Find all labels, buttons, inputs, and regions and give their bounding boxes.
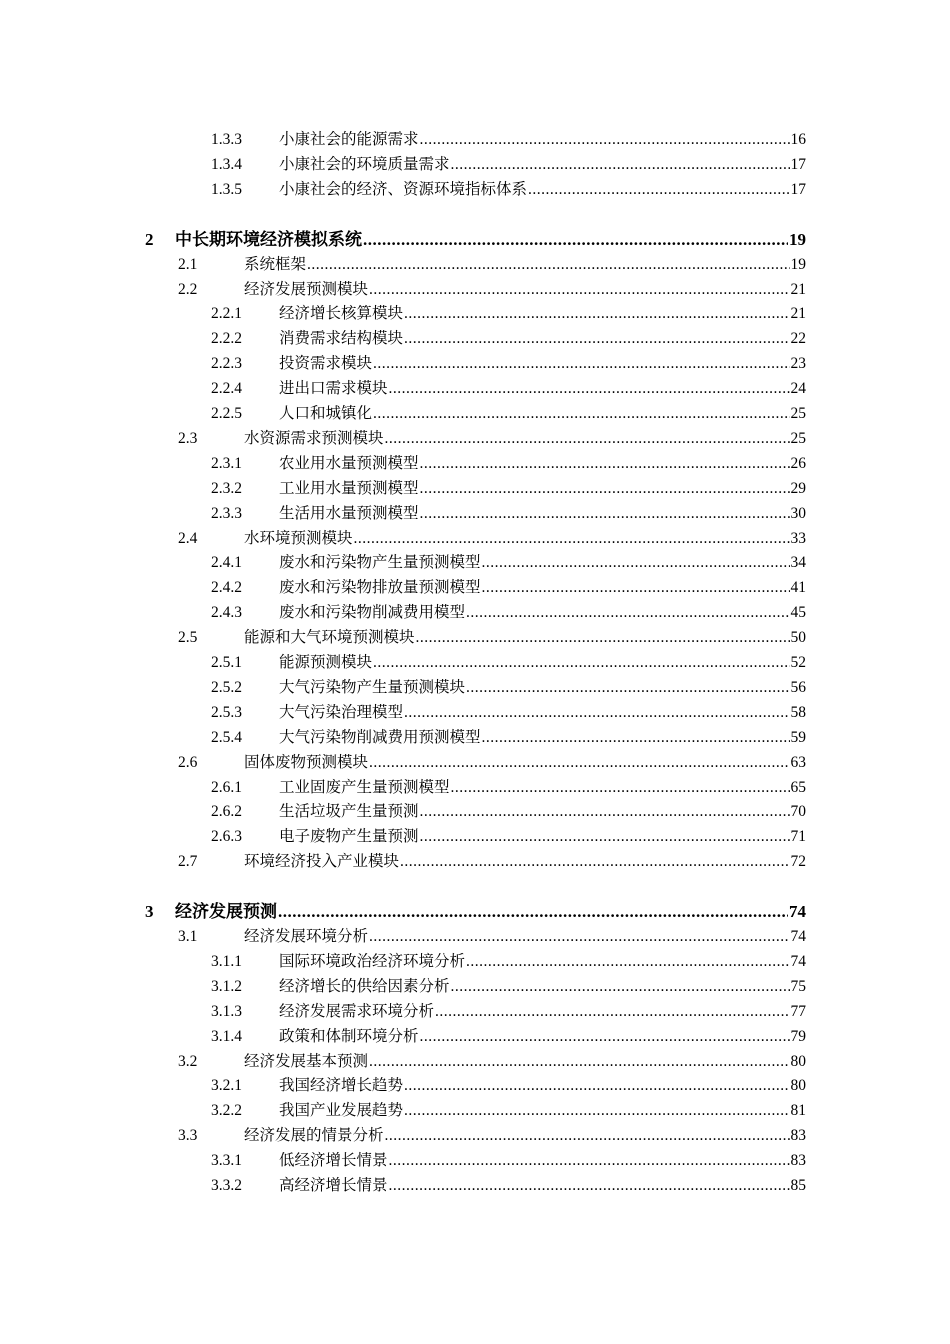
toc-dot-leader	[404, 703, 789, 723]
toc-dot-leader	[369, 1052, 789, 1072]
toc-entry-title: 生活用水量预测模型	[279, 504, 419, 522]
toc-entry-title: 经济增长核算模块	[279, 305, 404, 323]
toc-dot-leader	[389, 379, 790, 399]
toc-entry-number: 2.2.5	[211, 405, 242, 422]
toc-entry[interactable]	[178, 749, 806, 773]
toc-entry-number: 3.1	[178, 928, 198, 945]
toc-entry-number: 2.4.2	[211, 579, 242, 597]
toc-entry-title: 进出口需求模块	[279, 380, 388, 398]
toc-entry[interactable]	[178, 1048, 806, 1072]
toc-dot-leader	[420, 130, 790, 150]
toc-entry-title: 工业固废产生量预测模型	[279, 778, 450, 796]
toc-entry[interactable]	[178, 425, 806, 449]
toc-entry-page-number: 19	[790, 255, 806, 273]
toc-entry-number: 2.4.1	[211, 554, 242, 572]
toc-entry-title: 工业用水量预测模型	[279, 479, 419, 497]
toc-entry-number: 2.2.4	[211, 380, 242, 398]
toc-entry-number: 3	[145, 902, 154, 922]
toc-entry-title: 能源预测模块	[279, 654, 373, 671]
toc-entry-title: 电子废物产生量预测	[279, 828, 419, 846]
toc-entry-title: 大气污染治理模型	[279, 703, 404, 721]
toc-entry[interactable]	[211, 798, 806, 822]
toc-dot-leader	[451, 977, 790, 997]
toc-entry-page-number: 50	[790, 629, 806, 647]
toc-entry-page-number: 16	[790, 131, 806, 148]
toc-dot-leader	[528, 180, 789, 200]
toc-dot-leader	[451, 155, 790, 175]
toc-dot-leader	[369, 280, 789, 300]
toc-entry-number: 1.3.3	[211, 131, 242, 148]
toc-entry-number: 2.1	[178, 255, 198, 273]
toc-dot-leader	[451, 778, 790, 798]
toc-entry-number: 3.3	[178, 1127, 198, 1145]
toc-entry-number: 2.3.3	[211, 504, 242, 522]
toc-entry-title: 系统框架	[244, 255, 307, 273]
toc-entry-page-number: 56	[790, 678, 806, 696]
toc-entry[interactable]	[211, 400, 806, 424]
toc-entry-title: 小康社会的经济、资源环境指标体系	[279, 180, 528, 198]
toc-entry-number: 2	[145, 229, 154, 249]
toc-entry-page-number: 30	[790, 504, 806, 522]
toc-entry[interactable]	[211, 1072, 806, 1096]
toc-entry-page-number: 17	[790, 155, 806, 173]
toc-dot-leader	[466, 952, 789, 972]
toc-dot-leader	[420, 504, 790, 524]
toc-entry-number: 2.6.1	[211, 778, 242, 796]
toc-dot-leader	[420, 1027, 790, 1047]
toc-entry-number: 3.2	[178, 1052, 198, 1070]
toc-entry[interactable]	[211, 151, 806, 175]
toc-entry-title: 我国产业发展趋势	[279, 1102, 404, 1120]
toc-dot-leader	[404, 1076, 789, 1096]
toc-entry[interactable]	[211, 948, 806, 972]
toc-entry-title: 大气污染物削减费用预测模型	[279, 728, 481, 746]
toc-entry-page-number: 21	[790, 305, 806, 323]
toc-dot-leader	[482, 553, 790, 573]
toc-dot-leader	[482, 728, 790, 748]
toc-entry-title: 经济发展基本预测	[244, 1052, 369, 1070]
toc-entry-page-number: 83	[790, 1127, 806, 1145]
toc-entry[interactable]	[211, 823, 806, 847]
toc-entry-title: 政策和体制环境分析	[279, 1027, 419, 1045]
toc-entry[interactable]	[211, 774, 806, 798]
toc-entry-page-number: 19	[789, 229, 806, 249]
toc-entry-number: 2.5.1	[211, 654, 242, 671]
toc-dot-leader	[435, 1002, 789, 1022]
toc-entry-page-number: 80	[790, 1052, 806, 1070]
toc-entry-number: 2.6.2	[211, 803, 242, 821]
toc-entry[interactable]	[211, 699, 806, 723]
toc-entry-page-number: 80	[790, 1077, 806, 1095]
toc-entry-page-number: 24	[790, 380, 806, 398]
toc-entry-number: 2.3.1	[211, 454, 242, 472]
toc-entry[interactable]	[211, 973, 806, 997]
toc-entry-page-number: 23	[790, 355, 806, 373]
toc-entry[interactable]	[211, 724, 806, 748]
toc-entry-page-number: 22	[790, 330, 806, 348]
toc-entry-number: 2.4	[178, 529, 198, 547]
toc-entry[interactable]	[211, 1147, 806, 1171]
toc-entry-title: 经济发展预测模块	[244, 280, 369, 298]
toc-entry[interactable]	[178, 848, 806, 872]
toc-entry-title: 经济发展的情景分析	[244, 1127, 384, 1145]
toc-dot-leader	[482, 578, 790, 598]
toc-entry[interactable]	[211, 475, 806, 499]
toc-dot-leader	[416, 628, 790, 648]
toc-dot-leader	[420, 479, 790, 499]
toc-dot-leader	[363, 230, 788, 250]
toc-entry-number: 1.3.4	[211, 155, 242, 173]
toc-entry[interactable]	[211, 998, 806, 1022]
toc-entry-number: 2.5.3	[211, 703, 242, 721]
toc-entry-page-number: 65	[790, 778, 806, 796]
toc-entry-title: 经济增长的供给因素分析	[279, 977, 450, 995]
toc-entry[interactable]	[178, 525, 806, 549]
toc-entry-page-number: 74	[790, 952, 806, 970]
toc-entry[interactable]	[211, 1023, 806, 1047]
toc-entry-title: 小康社会的能源需求	[279, 131, 419, 148]
toc-entry-title: 低经济增长情景	[279, 1152, 388, 1170]
toc-entry-title: 经济发展环境分析	[244, 928, 369, 945]
toc-dot-leader	[404, 1101, 789, 1121]
toc-entry-page-number: 74	[789, 902, 806, 922]
toc-entry-title: 国际环境政治经济环境分析	[279, 952, 466, 970]
toc-dot-leader	[466, 603, 789, 623]
toc-entry-page-number: 75	[790, 977, 806, 995]
toc-entry-page-number: 71	[790, 828, 806, 846]
toc-chapter-entry[interactable]	[145, 226, 806, 250]
toc-dot-leader	[466, 678, 789, 698]
toc-entry-title: 能源和大气环境预测模块	[244, 629, 415, 647]
toc-entry-page-number: 79	[790, 1027, 806, 1045]
toc-entry[interactable]	[178, 923, 806, 947]
toc-entry-title: 废水和污染物产生量预测模型	[279, 554, 481, 572]
toc-entry-title: 小康社会的环境质量需求	[279, 155, 450, 173]
toc-entry[interactable]	[211, 500, 806, 524]
toc-entry-number: 3.2.1	[211, 1077, 242, 1095]
toc-dot-leader	[420, 827, 790, 847]
toc-entry-title: 高经济增长情景	[279, 1177, 388, 1194]
toc-entry-page-number: 85	[790, 1177, 806, 1194]
toc-dot-leader	[373, 404, 789, 424]
toc-entry-page-number: 77	[790, 1002, 806, 1020]
toc-entry-title: 我国经济增长趋势	[279, 1077, 404, 1095]
toc-entry-title: 经济发展需求环境分析	[279, 1002, 435, 1020]
toc-chapter-entry[interactable]	[145, 898, 806, 922]
toc-entry-title: 水环境预测模块	[244, 529, 353, 547]
toc-entry-number: 3.2.2	[211, 1102, 242, 1120]
toc-entry[interactable]	[211, 1172, 806, 1196]
toc-entry-page-number: 52	[790, 654, 806, 671]
toc-dot-leader	[385, 1126, 790, 1146]
toc-entry-number: 2.5.2	[211, 678, 242, 696]
toc-entry[interactable]	[211, 300, 806, 324]
toc-entry[interactable]	[211, 599, 806, 623]
toc-dot-leader	[420, 454, 790, 474]
toc-entry-page-number: 74	[790, 928, 806, 945]
toc-dot-leader	[369, 753, 789, 773]
toc-entry-title: 环境经济投入产业模块	[244, 853, 400, 871]
toc-entry-number: 2.5	[178, 629, 198, 647]
toc-entry-page-number: 25	[790, 429, 806, 447]
toc-entry-title: 消费需求结构模块	[279, 330, 404, 348]
toc-entry-page-number: 41	[790, 579, 806, 597]
toc-entry-title: 投资需求模块	[279, 355, 373, 373]
toc-dot-leader	[373, 653, 789, 673]
toc-entry-number: 2.6	[178, 753, 198, 771]
toc-entry[interactable]	[211, 574, 806, 598]
toc-dot-leader	[354, 529, 790, 549]
toc-entry-page-number: 33	[790, 529, 806, 547]
toc-dot-leader	[389, 1151, 790, 1171]
toc-dot-leader	[373, 354, 789, 374]
toc-entry-title: 中长期环境经济模拟系统	[175, 229, 362, 249]
toc-entry-number: 3.1.1	[211, 952, 242, 970]
toc-dot-leader	[307, 255, 789, 275]
toc-entry[interactable]	[211, 375, 806, 399]
toc-entry[interactable]	[178, 1122, 806, 1146]
toc-entry-number: 3.1.4	[211, 1027, 242, 1045]
toc-dot-leader	[420, 802, 790, 822]
toc-entry-number: 2.5.4	[211, 728, 242, 746]
toc-entry-page-number: 25	[790, 405, 806, 422]
toc-entry-title: 废水和污染物排放量预测模型	[279, 579, 481, 597]
toc-entry-number: 2.3.2	[211, 479, 242, 497]
toc-dot-leader	[278, 902, 788, 922]
toc-entry-number: 2.6.3	[211, 828, 242, 846]
toc-entry-number: 2.2.2	[211, 330, 242, 348]
toc-entry[interactable]	[211, 674, 806, 698]
toc-entry[interactable]	[211, 549, 806, 573]
toc-entry-title: 废水和污染物削减费用模型	[279, 604, 466, 622]
toc-entry-page-number: 17	[790, 180, 806, 198]
toc-entry-page-number: 81	[790, 1102, 806, 1120]
toc-entry-page-number: 26	[790, 454, 806, 472]
toc-entry-page-number: 58	[790, 703, 806, 721]
toc-dot-leader	[400, 852, 789, 872]
toc-entry[interactable]	[211, 325, 806, 349]
toc-entry-number: 3.3.2	[211, 1177, 242, 1194]
toc-entry-number: 3.3.1	[211, 1152, 242, 1170]
toc-entry[interactable]	[178, 251, 806, 275]
toc-entry-title: 经济发展预测	[175, 902, 277, 922]
toc-dot-leader	[369, 927, 789, 947]
toc-entry-page-number: 29	[790, 479, 806, 497]
toc-entry-page-number: 63	[790, 753, 806, 771]
toc-entry-page-number: 21	[790, 280, 806, 298]
toc-entry[interactable]	[178, 624, 806, 648]
toc-entry-number: 2.2.1	[211, 305, 242, 323]
toc-entry[interactable]	[211, 1097, 806, 1121]
toc-entry-number: 2.4.3	[211, 604, 242, 622]
toc-entry-title: 水资源需求预测模块	[244, 429, 384, 447]
toc-entry-number: 2.2.3	[211, 355, 242, 373]
toc-entry[interactable]	[211, 126, 806, 150]
toc-entry-title: 农业用水量预测模型	[279, 454, 419, 472]
toc-entry-page-number: 72	[790, 853, 806, 871]
toc-entry-number: 2.2	[178, 280, 198, 298]
toc-entry-number: 2.7	[178, 853, 198, 871]
toc-entry-page-number: 45	[790, 604, 806, 622]
toc-entry-page-number: 83	[790, 1152, 806, 1170]
toc-entry[interactable]	[178, 276, 806, 300]
toc-dot-leader	[385, 429, 790, 449]
toc-dot-leader	[404, 304, 789, 324]
toc-entry-page-number: 70	[790, 803, 806, 821]
toc-entry-number: 2.3	[178, 429, 198, 447]
toc-entry-number: 3.1.3	[211, 1002, 242, 1020]
toc-dot-leader	[389, 1176, 790, 1196]
toc-entry-title: 固体废物预测模块	[244, 753, 369, 771]
toc-entry-title: 生活垃圾产生量预测	[279, 803, 419, 821]
toc-entry-title: 大气污染物产生量预测模块	[279, 678, 466, 696]
toc-entry[interactable]	[211, 450, 806, 474]
toc-entry-number: 1.3.5	[211, 180, 242, 198]
toc-entry-page-number: 34	[790, 554, 806, 572]
toc-entry-title: 人口和城镇化	[279, 405, 373, 422]
toc-entry[interactable]	[211, 176, 806, 200]
toc-entry-page-number: 59	[790, 728, 806, 746]
toc-entry[interactable]	[211, 350, 806, 374]
toc-dot-leader	[404, 329, 789, 349]
toc-entry-number: 3.1.2	[211, 977, 242, 995]
toc-entry[interactable]	[211, 649, 806, 673]
